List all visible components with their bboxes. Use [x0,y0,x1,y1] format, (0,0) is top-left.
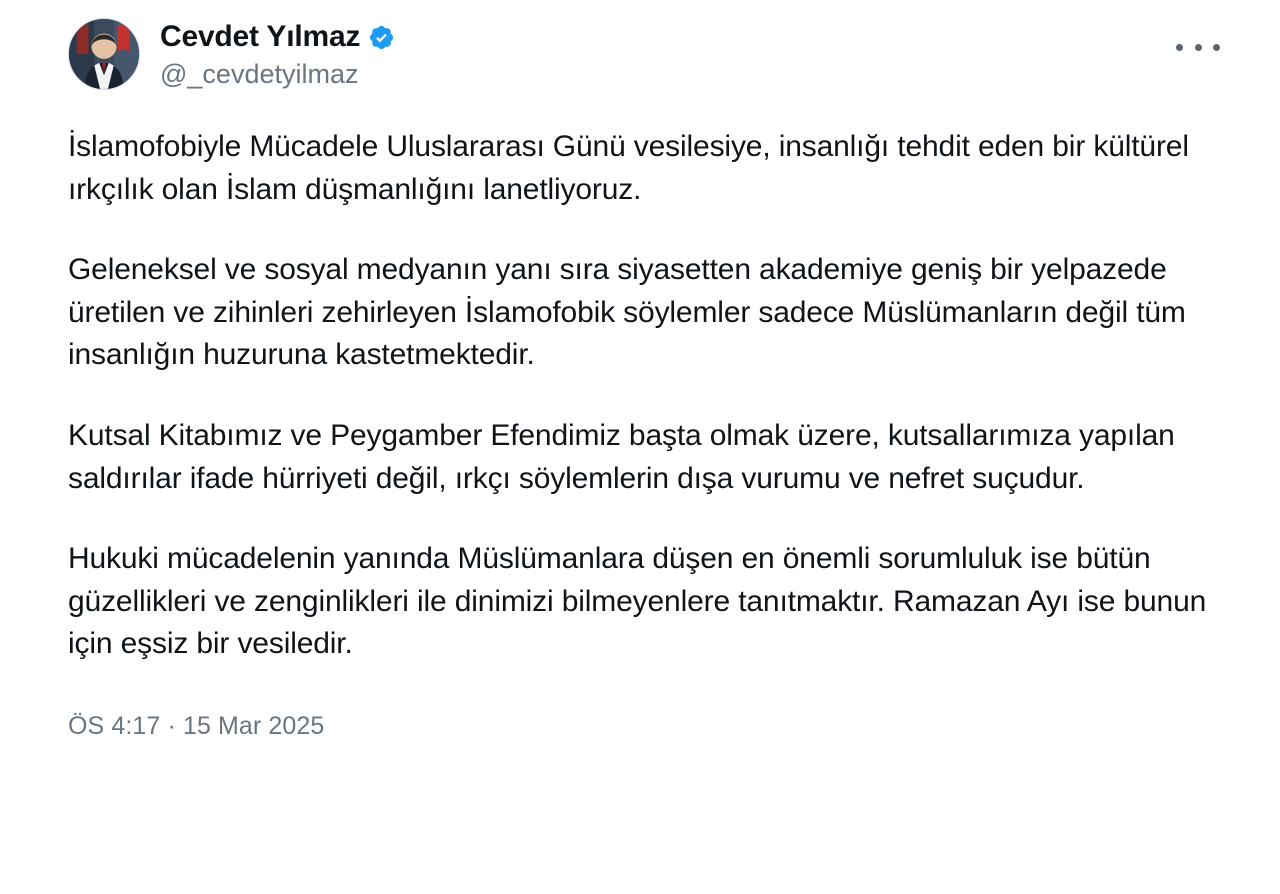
tweet-paragraph: Hukuki mücadelenin yanında Müslümanlara düşen en önemli sorumluluk ise bütün güzellikleri ve zenginlikleri ile dinimizi bilmeyenlere tanıtmaktır. Ramazan Ayı ise bunun için eşsiz bir vesiledir. [68,542,1207,661]
tweet-text-body [68,126,1220,666]
verified-badge-icon [368,24,395,51]
author-handle[interactable]: @_cevdetyilmaz [160,59,359,89]
tweet-paragraph: Geleneksel ve sosyal medyanın yanı sıra siyasetten akademiye geniş bir yelpazede üretilen ve zihinleri zehirleyen İslamofobik söylemler sadece Müslümanların değil tüm insanlığın huzuruna kastetmektedir. [68,253,1186,372]
tweet-header [68,18,1220,104]
author-name-row [160,20,395,53]
avatar-image [69,19,139,89]
more-dot-2 [1195,44,1202,51]
tweet-timestamp[interactable]: ÖS 4:17 · 15 Mar 2025 [68,711,325,740]
more-options-icon[interactable] [1176,32,1220,62]
more-dot-3 [1213,44,1220,51]
more-dot-1 [1176,44,1183,51]
author-display-name[interactable]: Cevdet Yılmaz [160,20,361,53]
tweet-paragraph: İslamofobiyle Mücadele Uluslararası Günü vesilesiye, insanlığı tehdit eden bir kültürel ırkçılık olan İslam düşmanlığını lanetliyoruz. [68,130,1189,206]
avatar[interactable] [68,18,140,90]
author-name-block [160,18,395,90]
tweet-paragraph: Kutsal Kitabımız ve Peygamber Efendimiz başta olmak üzere, kutsallarımıza yapılan saldırılar ifade hürriyeti değil, ırkçı söylemlerin dışa vurumu ve nefret suçudur. [68,418,1175,495]
